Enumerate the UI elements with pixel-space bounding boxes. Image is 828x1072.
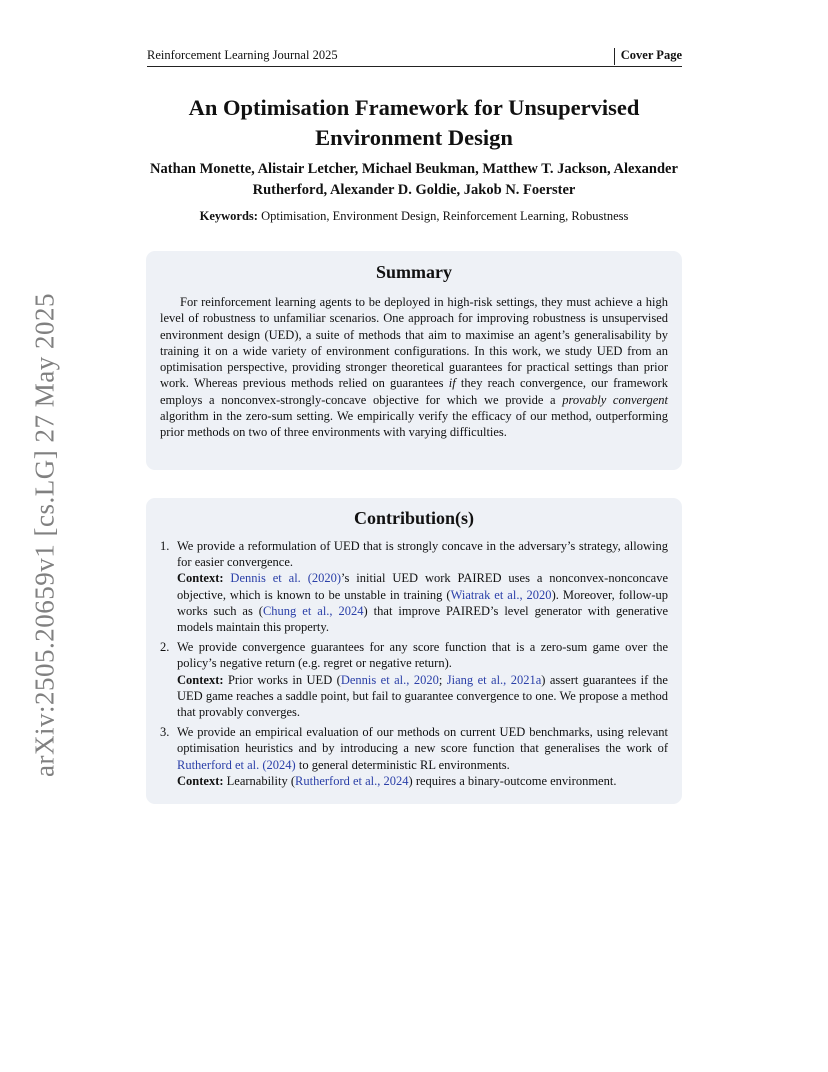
keywords-label: Keywords: bbox=[199, 209, 258, 223]
paper-title: An Optimisation Framework for Unsupervised Environment Design bbox=[188, 95, 640, 150]
cover-page-label: Cover Page bbox=[614, 48, 682, 65]
contribution-item bbox=[160, 639, 668, 720]
citation-link[interactable]: Dennis et al., 2020 bbox=[340, 672, 439, 687]
context-text: ). Moreover, follow-up works such as ( bbox=[177, 587, 669, 618]
summary-box bbox=[146, 251, 682, 470]
citation-link[interactable]: Chung et al., 2024 bbox=[262, 603, 364, 618]
contribution-text: We provide an empirical evaluation of our methods on current UED benchmarks, using relevant optimisation heuristics and by introducing a new score function that generalises the work of bbox=[177, 725, 668, 756]
summary-text-1: For reinforcement learning agents to be deployed in high-risk settings, they must achieve a high level of robustness to unfamiliar scenarios. One approach for improving robustness is unsupervised environment design (UED), a suite of methods that aim to maximise an agent’s generalisability by training it on a wide variety of environment configurations. In this work, we study UED from an optimisation perspective, providing stronger theoretical guarantees for practical settings than prior work. Whereas previous methods relied on guarantees bbox=[160, 295, 668, 391]
context-label: Context: bbox=[177, 571, 224, 586]
context-text: ’s initial UED work PAIRED uses a nonconvex-nonconcave objective, which is known to be unstable in training ( bbox=[177, 571, 669, 602]
contributions-heading: Contribution(s) bbox=[353, 508, 474, 528]
arxiv-identifier: arXiv:2505.20659v1 [cs.LG] 27 May 2025 bbox=[29, 293, 60, 777]
summary-emphasis-if: if bbox=[448, 376, 456, 391]
context-label: Context: bbox=[177, 773, 224, 788]
context-text: Learnability ( bbox=[226, 773, 296, 788]
context-text: ) assert guarantees if the UED game reaches a saddle point, but fail to guarantee convergence to one. We propose a method that provably converges. bbox=[177, 672, 668, 720]
citation-link[interactable]: Wiatrak et al., 2020 bbox=[450, 587, 552, 602]
item-number: 3. bbox=[160, 725, 170, 740]
context-label: Context: bbox=[177, 672, 224, 687]
contributions-box bbox=[146, 498, 682, 804]
citation-separator: ; bbox=[438, 672, 447, 687]
summary-text-3: algorithm in the zero-sum setting. We empirically verify the efficacy of our method, outperforming prior methods on two of three environments with varying difficulties. bbox=[160, 409, 668, 440]
running-header bbox=[147, 47, 682, 67]
journal-name: Reinforcement Learning Journal 2025 bbox=[147, 48, 338, 62]
contribution-text: We provide a reformulation of UED that is strongly concave in the adversary’s strategy, allowing for easier convergence. bbox=[177, 539, 668, 570]
contribution-item bbox=[160, 538, 668, 635]
summary-paragraph bbox=[160, 294, 668, 441]
item-number: 1. bbox=[160, 539, 170, 553]
contribution-item bbox=[160, 724, 668, 789]
context-text: Prior works in UED ( bbox=[227, 672, 341, 687]
context-text: ) requires a binary-outcome environment. bbox=[408, 773, 617, 788]
citation-link[interactable]: Dennis et al. (2020) bbox=[230, 571, 342, 586]
author-list: Nathan Monette, Alistair Letcher, Michael Beukman, Matthew T. Jackson, Alexander Rutherford, Alexander D. Goldie, Jakob N. Foerster bbox=[150, 161, 678, 198]
keywords-line bbox=[150, 208, 678, 224]
contribution-text: to general deterministic RL environments. bbox=[295, 757, 510, 772]
summary-text-2: they reach convergence, our framework employs a nonconvex-strongly-concave objective for which we provide a bbox=[160, 376, 668, 407]
item-number: 2. bbox=[160, 640, 170, 655]
keywords-text: Optimisation, Environment Design, Reinforcement Learning, Robustness bbox=[261, 209, 629, 223]
summary-emphasis-convergent: provably convergent bbox=[562, 392, 668, 407]
contribution-text: We provide convergence guarantees for any score function that is a zero-sum game over the policy’s negative return (e.g. regret or negative return). bbox=[177, 640, 668, 671]
context-text: ) that improve PAIRED’s level generator with generative models maintain this property. bbox=[177, 603, 668, 635]
contributions-list bbox=[160, 538, 668, 793]
citation-link[interactable]: Rutherford et al. (2024) bbox=[177, 757, 296, 772]
citation-link[interactable]: Rutherford et al., 2024 bbox=[295, 773, 409, 788]
summary-heading: Summary bbox=[376, 262, 452, 282]
citation-link[interactable]: Jiang et al., 2021a bbox=[446, 672, 542, 687]
